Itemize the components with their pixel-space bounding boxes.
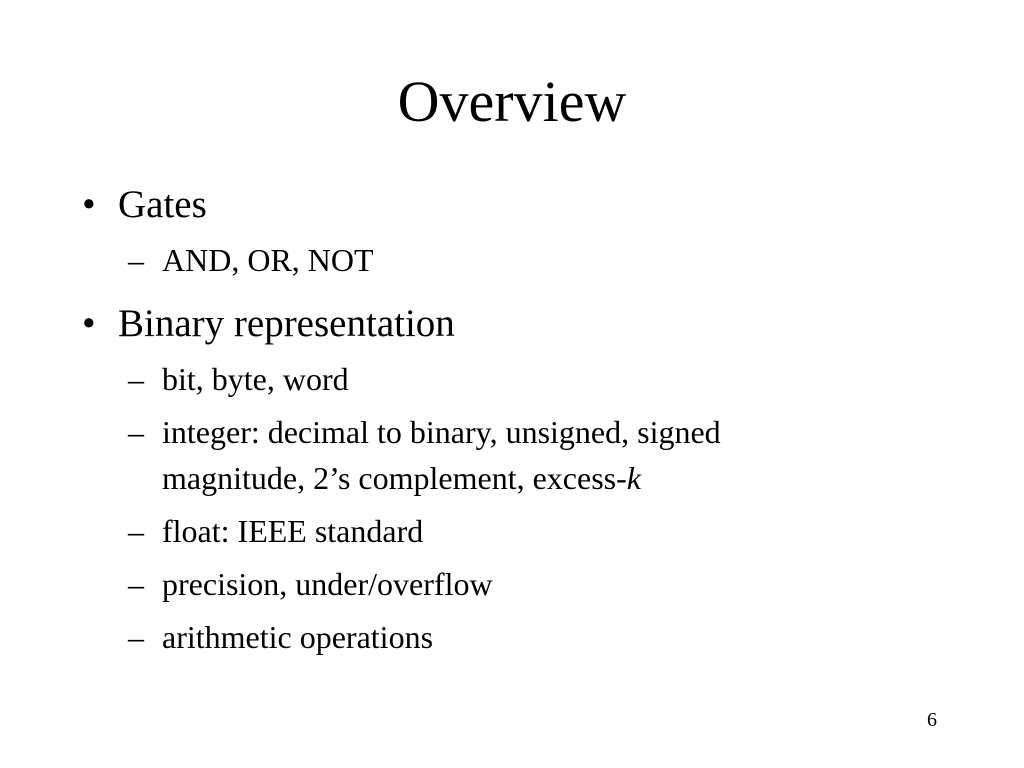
subitem-integer — [78, 409, 978, 501]
sub-marker: – — [128, 513, 144, 549]
italic-k: k — [626, 460, 641, 496]
subitem-text: precision, under/overflow — [162, 566, 493, 602]
slide-title: Overview — [397, 69, 627, 134]
subitem-continuation-text: magnitude, 2’s complement, excess- — [162, 460, 627, 496]
sub-marker: – — [128, 242, 144, 278]
subitem-arithmetic — [78, 614, 978, 660]
bullet-gates — [78, 180, 978, 230]
subitem-text: integer: decimal to binary, unsigned, signed — [162, 414, 721, 450]
subitem-text: AND, OR, NOT — [162, 242, 374, 278]
subitem-text: arithmetic operations — [162, 619, 434, 655]
sub-marker: – — [128, 619, 144, 655]
bullet-binary-representation — [78, 299, 978, 349]
bullet-marker: • — [82, 302, 96, 345]
bullet-marker: • — [82, 183, 96, 226]
subitem-text: bit, byte, word — [162, 361, 349, 397]
subitem-bit-byte-word — [78, 356, 978, 402]
sub-marker: – — [128, 414, 144, 450]
subitem-continuation — [162, 455, 978, 501]
slide-content — [78, 180, 978, 660]
bullet-text: Binary representation — [118, 302, 455, 345]
sub-marker: – — [128, 361, 144, 397]
bullet-text: Gates — [118, 183, 207, 226]
subitem-and-or-not — [78, 237, 978, 283]
subitem-precision — [78, 561, 978, 607]
subitem-float — [78, 508, 978, 554]
subitem-text: float: IEEE standard — [162, 513, 424, 549]
sub-marker: – — [128, 566, 144, 602]
page-number: 6 — [927, 709, 937, 731]
